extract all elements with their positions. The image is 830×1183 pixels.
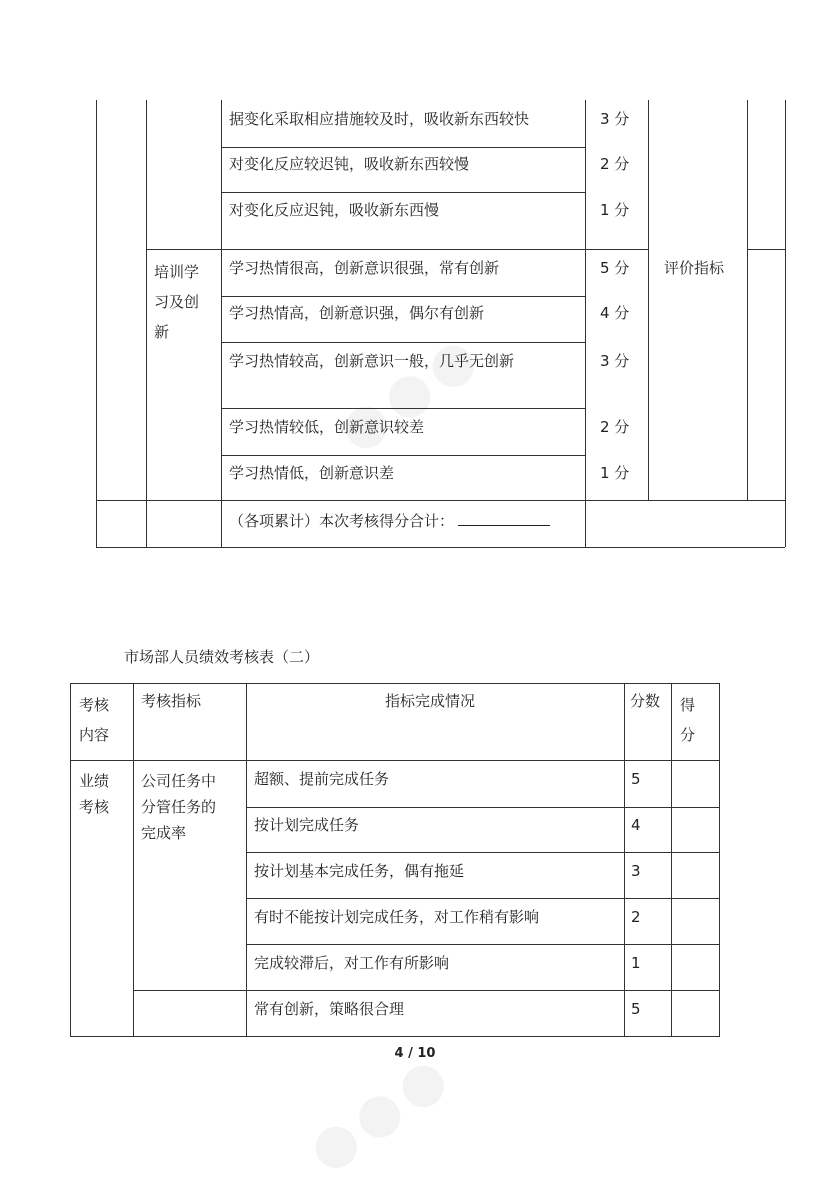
group-label: 培训学 习及创 新	[154, 263, 200, 341]
table-cell: 学习热情较高，创新意识一般，几乎无创新	[229, 352, 515, 370]
table-cell: 1 分	[600, 201, 630, 219]
table-cell: 超额、提前完成任务	[254, 770, 390, 788]
header-content: 考核 内容	[79, 696, 110, 744]
table-cell: 3 分	[600, 110, 630, 128]
table-2-title: 市场部人员绩效考核表（二）	[124, 648, 320, 666]
header-got: 得 分	[680, 696, 696, 744]
table-cell: 完成较滞后，对工作有所影响	[254, 954, 450, 972]
table-cell: 5	[631, 770, 641, 788]
table-cell: 2 分	[600, 418, 630, 436]
category-label: 业绩 考核	[79, 772, 110, 816]
table-cell: 学习热情低，创新意识差	[229, 464, 395, 482]
header-score: 分数	[630, 692, 661, 710]
total-label: （各项累计）本次考核得分合计：	[229, 510, 550, 532]
total-blank	[458, 511, 550, 526]
page-number: 4 / 10	[394, 1046, 436, 1061]
table-cell: 有时不能按计划完成任务，对工作稍有影响	[254, 908, 540, 926]
table-cell: 1	[631, 954, 641, 972]
eval-label: 评价指标	[664, 259, 725, 277]
table-cell: 按计划基本完成任务，偶有拖延	[254, 862, 465, 880]
table-cell: 据变化采取相应措施较及时，吸收新东西较快	[229, 110, 530, 128]
table-cell: 4 分	[600, 304, 630, 322]
table-cell: 学习热情高，创新意识强，偶尔有创新	[229, 304, 485, 322]
table-cell: 对变化反应较迟钝，吸收新东西较慢	[229, 155, 470, 173]
table-cell: 3 分	[600, 352, 630, 370]
table-cell: 2	[631, 908, 641, 926]
table-cell: 学习热情较低，创新意识较差	[229, 418, 425, 436]
header-completion: 指标完成情况	[385, 692, 476, 710]
table-cell: 对变化反应迟钝，吸收新东西慢	[229, 201, 440, 219]
indicator-label: 公司任务中 分管任务的 完成率	[141, 772, 217, 842]
table-cell: 4	[631, 816, 641, 834]
table-cell: 常有创新，策略很合理	[254, 1000, 405, 1018]
table-cell: 学习热情很高，创新意识很强，常有创新	[229, 259, 500, 277]
table-cell: 1 分	[600, 464, 630, 482]
table-cell: 5	[631, 1000, 641, 1018]
table-cell: 按计划完成任务	[254, 816, 360, 834]
table-cell: 3	[631, 862, 641, 880]
table-cell: 5 分	[600, 259, 630, 277]
table-cell: 2 分	[600, 155, 630, 173]
header-indicator: 考核指标	[141, 692, 202, 710]
